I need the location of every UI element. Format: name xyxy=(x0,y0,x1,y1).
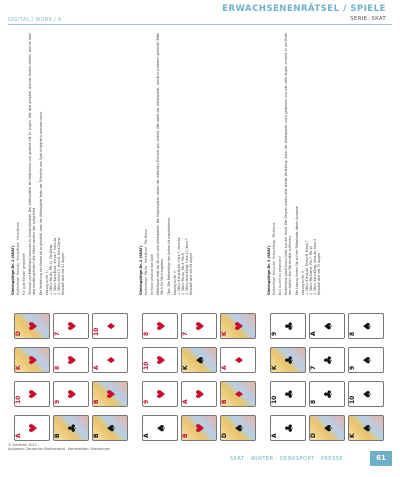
card-suit-icon: ♣ xyxy=(283,355,296,365)
card-suit-icon: ♦ xyxy=(233,389,246,399)
section-label: DIGITAL / WORK / 6 xyxy=(8,17,62,23)
card-suit-icon: ♠ xyxy=(361,389,374,399)
playing-card xyxy=(348,381,384,407)
card-suit-icon: ♦ xyxy=(105,321,118,331)
card-rank: K xyxy=(182,365,189,370)
puzzle-paragraph: Mittelhand reizt bis 46 und wird Alleinspieler. Die Gegenspieler haben die restlichen Trümpfe gut verteilt. Wie spielt der Alleinspieler, damit er trotzdem gewinnt? Bitte Stich für Stich angeben. xyxy=(155,33,164,295)
card-rank: D xyxy=(15,331,22,336)
puzzle-text xyxy=(140,33,260,295)
playing-card xyxy=(53,347,89,373)
puzzle-subheading: Kartenfolge: Kreuz-As · Kreuz-König · Pik-Dame xyxy=(271,222,276,295)
puzzle-heading: Gleichgültige Nr. 1 (SKAT) xyxy=(11,245,15,295)
solution-line: 2. Stich: Pik-Dame, Pik-7, Pik-10 xyxy=(309,245,314,295)
card-suit-icon: ♥ xyxy=(27,423,40,433)
card-rank: 10 xyxy=(349,395,356,404)
playing-card xyxy=(92,415,128,441)
card-rank: B xyxy=(93,433,100,438)
card-suit-icon: ♣ xyxy=(322,389,335,399)
playing-card xyxy=(142,347,178,373)
solution-line: Lösung zu Nr. 1: xyxy=(45,270,50,295)
card-suit-icon: ♠ xyxy=(322,423,335,433)
card-suit-icon: ♣ xyxy=(322,355,335,365)
playing-card xyxy=(142,415,178,441)
header-divider xyxy=(8,24,392,25)
card-suit-icon: ♥ xyxy=(27,321,40,331)
solution-line: 2. Stich: Karo-Bube, Kreuz-7, Karo-As xyxy=(53,237,58,295)
solution-line: 2. Stich: Pik-As, Pik-9, Pik-8 xyxy=(181,253,186,295)
playing-card xyxy=(14,381,50,407)
card-suit-icon: ♠ xyxy=(233,423,246,433)
card-suit-icon: ♥ xyxy=(155,321,168,331)
card-suit-icon: ♥ xyxy=(155,355,168,365)
playing-card xyxy=(181,347,217,373)
card-rank: B xyxy=(182,433,189,438)
solution-line: 1. Stich: Pik-As, Pik-10, Pik-König xyxy=(49,244,54,295)
series-label: SERIE: SKAT xyxy=(350,16,386,22)
playing-card xyxy=(348,415,384,441)
solution-line: Gespielt wird mit 70 Augen xyxy=(317,252,322,295)
solution-line: Gespielt wird mit 61 Augen xyxy=(61,252,66,295)
puzzle-band xyxy=(136,27,264,445)
playing-card xyxy=(309,313,345,339)
card-suit-icon: ♣ xyxy=(66,423,79,433)
playing-card xyxy=(92,313,128,339)
puzzle-text xyxy=(268,33,388,295)
playing-card xyxy=(309,415,345,441)
card-rank: K xyxy=(221,331,228,336)
card-rank: 9 xyxy=(349,365,356,370)
puzzle-subheading: Kartenfolge: Herz-As · Kreuz-Bube · Herz-Dame xyxy=(15,222,20,295)
puzzle-heading: Gleichgültige Nr. 3 (SKAT) xyxy=(267,245,271,295)
playing-card xyxy=(270,347,306,373)
card-rank: 10 xyxy=(93,327,100,336)
card-rank: A xyxy=(143,433,150,438)
card-suit-icon: ♥ xyxy=(66,355,79,365)
puzzle-paragraph: Hinterhand spielt Kreuz-Spiel aus der Hand. Die Gegner haben eine starke Verteilung. Kann der Alleinspieler noch gewinnen und wie viele Augen erreicht er am Ende des Spiels? Alle Stiche bitte aufführen. xyxy=(283,33,292,295)
card-suit-icon: ♠ xyxy=(361,355,374,365)
card-rank: 10 xyxy=(143,361,150,370)
solution-line: 3. Stich: Karo-König, Karo-As, Karo-9 xyxy=(313,238,318,295)
playing-card xyxy=(309,381,345,407)
footer-title: SKAT · WINTER · DENKSPORT · PRESSE xyxy=(230,456,344,462)
card-suit-icon: ♥ xyxy=(155,389,168,399)
card-suit-icon: ♥ xyxy=(66,321,79,331)
puzzle-band xyxy=(8,27,136,445)
playing-card xyxy=(348,347,384,373)
puzzle-paragraph: Tipp: Die Reihenfolge der Karten ist entscheidend. xyxy=(166,217,171,295)
card-rank: K xyxy=(349,433,356,438)
card-rank: A xyxy=(271,433,278,438)
credits-text: Aufgaben: Deutscher Skatverband · Kartenbilder: Altenburger xyxy=(8,447,110,451)
card-suit-icon: ♥ xyxy=(27,389,40,399)
card-rank: 10 xyxy=(271,395,278,404)
card-rank: K xyxy=(15,365,22,370)
playing-card xyxy=(181,381,217,407)
playing-card xyxy=(270,415,306,441)
playing-card xyxy=(348,313,384,339)
puzzle-question: Null ouvert zu gewinnen? xyxy=(277,255,282,295)
solution-line: Lösung zu Nr. 3: xyxy=(301,270,306,295)
card-suit-icon: ♠ xyxy=(361,321,374,331)
card-rank: A xyxy=(15,433,22,438)
puzzle-subheading: Kartenfolge: Pik-As · Herz-Bube · Pik-Dame xyxy=(143,229,148,295)
card-rank: 8 xyxy=(143,331,150,336)
page-number: 61 xyxy=(370,451,392,466)
card-suit-icon: ♥ xyxy=(194,321,207,331)
card-rank: 7 xyxy=(54,331,61,336)
card-rank: 8 xyxy=(54,365,61,370)
playing-card xyxy=(181,313,217,339)
card-rank: A xyxy=(310,331,317,336)
card-suit-icon: ♥ xyxy=(233,321,246,331)
card-rank: B xyxy=(93,399,100,404)
card-rank: D xyxy=(310,433,317,438)
card-suit-icon: ♣ xyxy=(283,389,296,399)
card-rank: 9 xyxy=(54,399,61,404)
solution-line: Lösung zu Nr. 2: xyxy=(173,270,178,295)
playing-card xyxy=(53,415,89,441)
solution-line: 3. Stich: Herz-10, Herz-8, Herz-Dame xyxy=(57,237,62,295)
playing-card xyxy=(309,347,345,373)
playing-card xyxy=(220,313,256,339)
card-suit-icon: ♠ xyxy=(155,423,168,433)
card-rank: B xyxy=(54,433,61,438)
card-suit-icon: ♠ xyxy=(194,355,207,365)
card-suit-icon: ♠ xyxy=(322,321,335,331)
solution-line: 3. Stich: Herz-König, Herz-10, Karo-7 xyxy=(185,238,190,295)
puzzle-text xyxy=(12,33,132,295)
puzzle-paragraph: Die Verteilung der Karten ist so gewählt, dass der Alleinspieler trotz vier Trümpfen das Spiel erfolgreich beenden kann. xyxy=(38,111,43,295)
playing-card xyxy=(92,347,128,373)
card-rank: 8 xyxy=(349,331,356,336)
card-rank: K xyxy=(271,365,278,370)
card-rank: D xyxy=(221,433,228,438)
playing-card xyxy=(14,415,50,441)
playing-card xyxy=(220,415,256,441)
playing-card xyxy=(142,313,178,339)
card-rank: A xyxy=(93,365,100,370)
playing-card xyxy=(92,381,128,407)
playing-card xyxy=(14,313,50,339)
solution-line: 1. Stich: Kreuz-As, Kreuz-8, Kreuz-7 xyxy=(305,240,310,295)
playing-card xyxy=(220,381,256,407)
puzzle-band xyxy=(264,27,392,445)
puzzle-paragraph: Vorhand und Mittelhand kommen in Sonder-Kontakt. Der Alleinspieler ist Hinterhand und gewinnt mit 61 Augen. Wie wird gespielt, welcher Karten wirken, welche Asse sind bereits gefallen? Alle Stiche werden hier aufgeführt. xyxy=(27,33,36,295)
playing-card xyxy=(53,381,89,407)
playing-card xyxy=(14,347,50,373)
card-suit-icon: ♥ xyxy=(194,423,207,433)
card-suit-icon: ♥ xyxy=(105,389,118,399)
rotated-page-content xyxy=(8,27,392,445)
card-rank: 8 xyxy=(310,399,317,404)
playing-card xyxy=(270,381,306,407)
playing-card xyxy=(142,381,178,407)
card-rank: 10 xyxy=(15,395,22,404)
card-suit-icon: ♥ xyxy=(66,389,79,399)
puzzle-question: Für gute Kenner gewidmet! xyxy=(21,252,26,295)
card-hand xyxy=(14,301,130,441)
card-rank: 9 xyxy=(271,331,278,336)
skat-puzzle-bands xyxy=(8,27,392,445)
solution-line: 1. Stich: Kreuz-Bube, Herz-7, Herz-As xyxy=(177,237,182,295)
card-suit-icon: ♥ xyxy=(27,355,40,365)
playing-card xyxy=(53,313,89,339)
card-rank: B xyxy=(221,399,228,404)
card-rank: A xyxy=(182,399,189,404)
card-rank: A xyxy=(221,365,228,370)
footer-credits xyxy=(8,443,110,451)
card-suit-icon: ♣ xyxy=(283,321,296,331)
card-suit-icon: ♥ xyxy=(194,389,207,399)
copyright-text: © Schenkel 2013 xyxy=(8,443,37,447)
card-hand xyxy=(142,301,258,441)
card-hand xyxy=(270,301,386,441)
card-rank: 7 xyxy=(182,331,189,336)
puzzle-heading: Gleichgültige Nr. 2 (SKAT) xyxy=(139,245,143,295)
solution-line: Gespielt wird mit 64 Augen xyxy=(189,252,194,295)
card-rank: 9 xyxy=(143,399,150,404)
playing-card xyxy=(181,415,217,441)
puzzle-question: Vorhand gewinnt das Spiel xyxy=(149,253,154,295)
section-title: ERWACHSENENRÄTSEL / SPIELE xyxy=(222,3,386,13)
playing-card xyxy=(220,347,256,373)
card-suit-icon: ♠ xyxy=(361,423,374,433)
playing-card xyxy=(270,313,306,339)
card-rank: 7 xyxy=(310,365,317,370)
card-suit-icon: ♠ xyxy=(105,423,118,433)
card-suit-icon: ♦ xyxy=(233,355,246,365)
puzzle-paragraph: Die Lösung finden Sie auf der Rätselseite dieser Ausgabe. xyxy=(294,205,299,295)
card-suit-icon: ♦ xyxy=(105,355,118,365)
card-suit-icon: ♣ xyxy=(283,423,296,433)
